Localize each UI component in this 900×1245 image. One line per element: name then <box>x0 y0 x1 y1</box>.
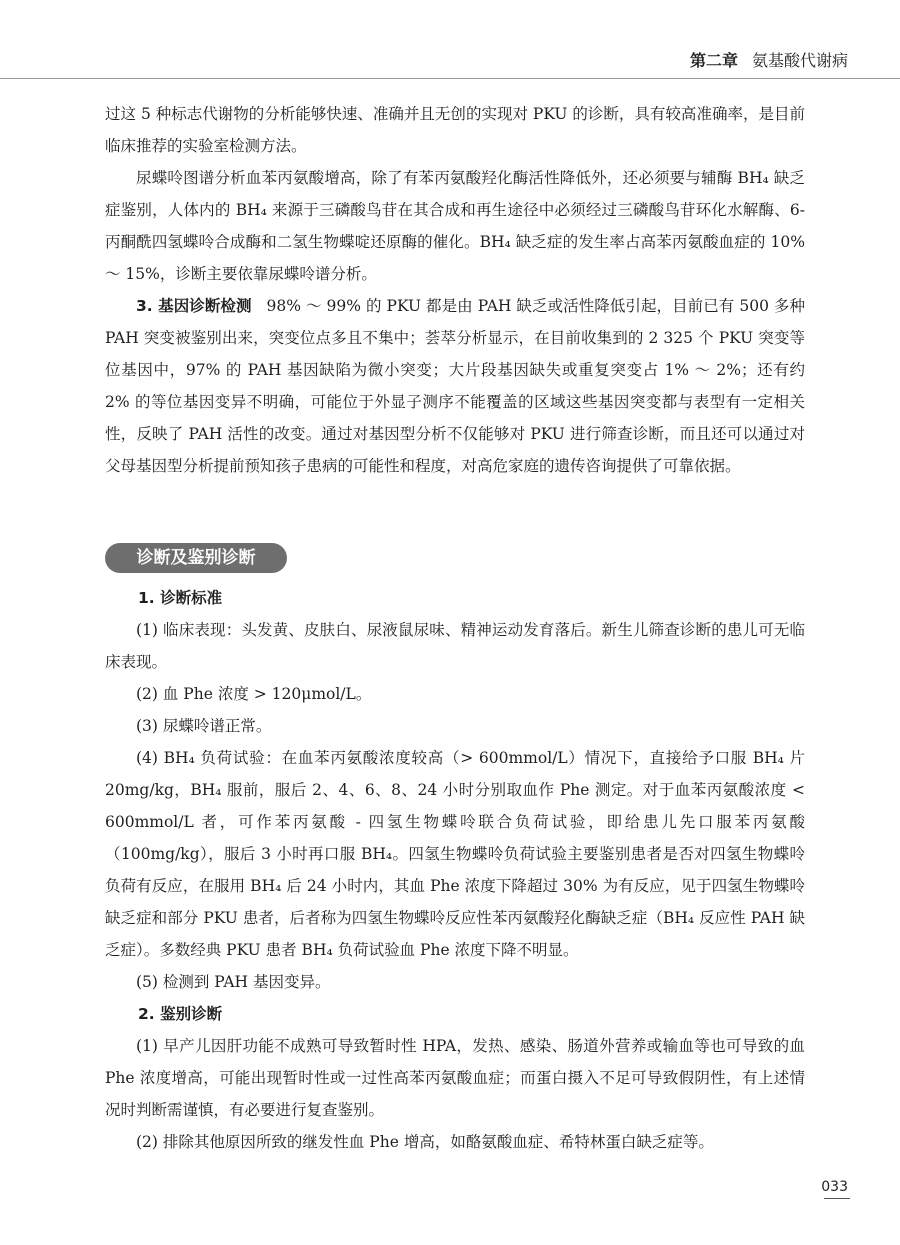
gene-diagnosis-text: 98% ～ 99% 的 PKU 都是由 PAH 缺乏或活性降低引起，目前已有 500 多种 PAH 突变被鉴别出来，突变位点多且不集中；荟萃分析显示，在目前收集到的 2 325 个 PKU 突变等位基因中，97% 的 PAH 基因缺陷为微小突变；大片段基因缺失或重复突变占 1% ～ 2%；还有约 2% 的等位基因变异不明确，可能位于外显子测序不能覆盖的区域这些基因突变都与表型有一定相关性，反映了 PAH 活性的改变。通过对基因型分析不仅能够对 PKU 进行筛查诊断，而且还可以通过对父母基因型分析提前预知孩子患病的可能性和程度，对高危家庭的遗传咨询提供了可靠依据。 <box>105 297 805 475</box>
paragraph-gene-diagnosis <box>105 290 805 482</box>
paragraph-continued: 过这 5 种标志代谢物的分析能够快速、准确并且无创的实现对 PKU 的诊断，具有较高准确率，是目前临床推荐的实验室检测方法。 <box>105 105 805 155</box>
diagnosis-item-1: (1) 临床表现：头发黄、皮肤白、尿液鼠尿味、精神运动发育落后。新生儿筛查诊断的患儿可无临床表现。 <box>105 621 805 671</box>
page-number: 033 <box>821 1179 848 1195</box>
running-header <box>690 48 848 71</box>
differential-item-1: (1) 早产儿因肝功能不成熟可导致暂时性 HPA，发热、感染、肠道外营养或输血等也可导致的血 Phe 浓度增高，可能出现暂时性或一过性高苯丙氨酸血症；而蛋白摄入不足可导致假阴性，有上述情况时判断需谨慎，有必要进行复查鉴别。 <box>105 1037 805 1119</box>
gene-diagnosis-heading: 3. 基因诊断检测 <box>136 297 252 315</box>
chapter-title: 氨基酸代谢病 <box>751 51 848 70</box>
diagnosis-item-4: (4) BH₄ 负荷试验：在血苯丙氨酸浓度较高（> 600mmol/L）情况下，直接给予口服 BH₄ 片 20mg/kg，BH₄ 服前，服后 2、4、6、8、24 小时分别取血作 Phe 测定。对于血苯丙氨酸浓度 < 600mmol/L 者，可作苯丙氨酸 - 四氢生物蝶呤联合负荷试验，即给患儿先口服苯丙氨酸（100mg/kg），服后 3 小时再口服 BH₄。四氢生物蝶呤负荷试验主要鉴别患者是否对四氢生物蝶呤负荷有反应，在服用 BH₄ 后 24 小时内，其血 Phe 浓度下降超过 30% 为有反应，见于四氢生物蝶呤缺乏症和部分 PKU 患者，后者称为四氢生物蝶呤反应性苯丙氨酸羟化酶缺乏症（BH₄ 反应性 PAH 缺乏症）。多数经典 PKU 患者 BH₄ 负荷试验血 Phe 浓度下降不明显。 <box>105 749 805 959</box>
chapter-label: 第二章 <box>689 51 738 70</box>
diagnosis-item-3: (3) 尿蝶呤谱正常。 <box>136 717 272 735</box>
body-text-diagnosis <box>105 582 805 1158</box>
differential-item-2: (2) 排除其他原因所致的继发性血 Phe 增高，如酪氨酸血症、希特林蛋白缺乏症等。 <box>136 1133 714 1151</box>
diagnosis-item-2: (2) 血 Phe 浓度 > 120μmol/L。 <box>136 685 372 703</box>
paragraph-pterin-analysis: 尿蝶呤图谱分析血苯丙氨酸增高，除了有苯丙氨酸羟化酶活性降低外，还必须要与辅酶 BH₄ 缺乏症鉴别，人体内的 BH₄ 来源于三磷酸鸟苷在其合成和再生途径中必须经过三磷酸鸟苷环化水解酶、6- 丙酮酰四氢蝶呤合成酶和二氢生物蝶啶还原酶的催化。BH₄ 缺乏症的发生率占高苯丙氨酸血症的 10% ～ 15%，诊断主要依靠尿蝶呤谱分析。 <box>105 169 805 283</box>
diagnosis-item-5: (5) 检测到 PAH 基因变异。 <box>136 973 331 991</box>
page-number-rule <box>824 1198 850 1199</box>
diagnosis-criteria-heading: 1. 诊断标准 <box>138 589 223 607</box>
header-rule <box>0 78 900 79</box>
body-text-top <box>105 98 805 482</box>
differential-diagnosis-heading: 2. 鉴别诊断 <box>138 1005 223 1023</box>
section-title-banner: 诊断及鉴别诊断 <box>105 543 287 573</box>
